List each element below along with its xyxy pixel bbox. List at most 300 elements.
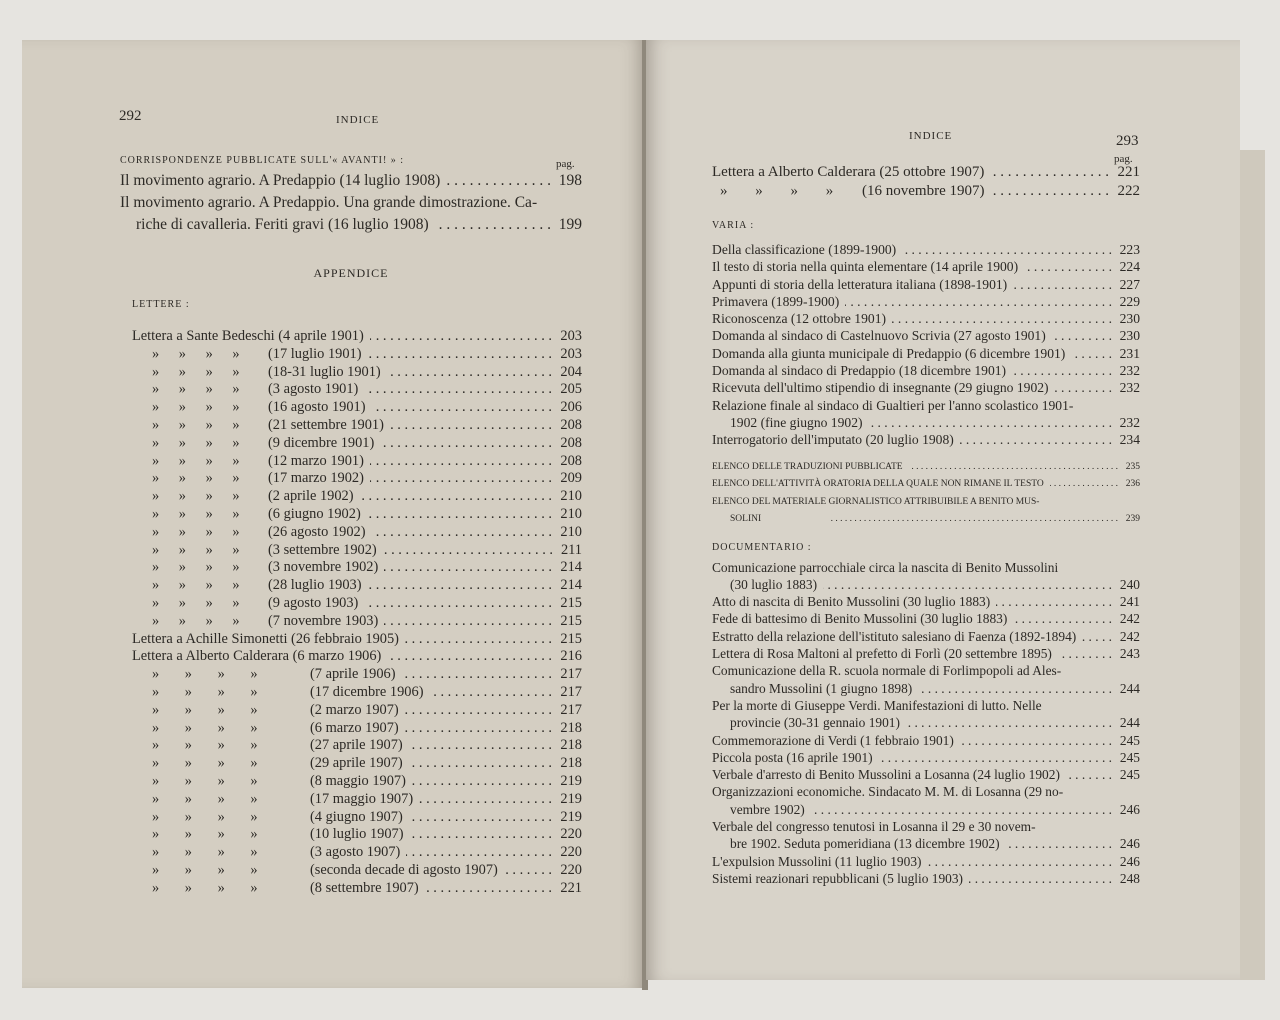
index-entry bbox=[712, 327, 1140, 344]
ditto-marks: » » » » bbox=[720, 183, 834, 199]
entry-page: 246 bbox=[1119, 801, 1140, 817]
entry-page: 217 bbox=[560, 666, 582, 683]
dot-leader bbox=[1006, 835, 1112, 853]
dot-leader bbox=[390, 417, 552, 435]
entry-title: Primavera (1899-1900) bbox=[712, 293, 840, 309]
page-edges bbox=[1236, 150, 1265, 980]
index-entry bbox=[712, 680, 1140, 697]
entry-title: Riconoscenza (12 ottobre 1901) bbox=[712, 311, 887, 327]
ditto-marks: » » » » bbox=[152, 559, 240, 576]
dot-leader bbox=[996, 593, 1112, 611]
index-entry bbox=[712, 511, 1140, 529]
ditto-marks: » » » » bbox=[152, 808, 258, 825]
ditto-marks: » » » » bbox=[152, 452, 240, 469]
dot-leader bbox=[364, 595, 552, 613]
entry-title: Domanda al sindaco di Predappio (18 dicembre 1901) bbox=[712, 363, 1007, 379]
ditto-marks: » » » » bbox=[152, 683, 258, 700]
index-entry bbox=[120, 844, 582, 862]
entry-page: 208 bbox=[560, 452, 582, 469]
dot-leader bbox=[1058, 645, 1112, 663]
entry-page: 210 bbox=[560, 488, 582, 505]
dot-leader bbox=[845, 293, 1112, 311]
dot-leader bbox=[1050, 476, 1118, 494]
index-entry bbox=[712, 459, 1140, 477]
index-column-left bbox=[120, 152, 582, 898]
entry-page: 220 bbox=[560, 844, 582, 861]
index-entry bbox=[712, 559, 1140, 576]
dot-leader bbox=[410, 826, 552, 844]
index-entry bbox=[120, 577, 582, 595]
entry-page: 242 bbox=[1119, 628, 1140, 644]
index-entry bbox=[120, 826, 582, 844]
entry-title: (30 luglio 1883) bbox=[730, 576, 818, 592]
entry-page: 214 bbox=[560, 559, 582, 576]
index-entry bbox=[712, 576, 1140, 593]
index-entry bbox=[712, 494, 1140, 512]
index-entry bbox=[120, 488, 582, 506]
dot-leader bbox=[902, 241, 1112, 259]
entry-page: 239 bbox=[1125, 514, 1140, 525]
entry-page: 235 bbox=[1125, 461, 1140, 472]
entry-page: 215 bbox=[560, 594, 582, 611]
index-entry bbox=[712, 870, 1140, 887]
index-entry bbox=[712, 749, 1140, 766]
entry-page: 243 bbox=[1119, 646, 1140, 662]
entry-title: vembre 1902) bbox=[730, 801, 805, 817]
entry-title: Lettera a Sante Bedeschi (4 aprile 1901) bbox=[132, 328, 364, 344]
index-entry bbox=[120, 773, 582, 791]
entry-title: (3 agosto 1901) bbox=[268, 381, 359, 398]
dot-leader bbox=[1024, 258, 1112, 276]
index-entry bbox=[712, 610, 1140, 627]
page-number: 292 bbox=[119, 108, 142, 124]
dot-leader bbox=[960, 732, 1112, 750]
entry-title: Per la morte di Giuseppe Verdi. Manifestazioni di lutto. Nelle bbox=[712, 697, 1042, 713]
entry-title: (29 aprile 1907) bbox=[310, 755, 403, 772]
entry-title: (17 maggio 1907) bbox=[310, 790, 414, 807]
pag-label: pag. bbox=[1114, 153, 1133, 165]
entry-page: 244 bbox=[1119, 715, 1140, 731]
index-entry bbox=[120, 381, 582, 399]
ditto-marks: » » » » bbox=[152, 470, 240, 487]
entry-title: Appunti di storia della letteratura italiana (1898-1901) bbox=[712, 276, 1008, 292]
entry-title: (17 dicembre 1906) bbox=[310, 683, 424, 700]
entry-title: Lettera di Rosa Maltoni al prefetto di Forlì (20 settembre 1895) bbox=[712, 646, 1052, 662]
dot-leader bbox=[368, 346, 552, 364]
dot-leader bbox=[767, 511, 1118, 529]
ditto-marks: » » » » bbox=[152, 523, 240, 540]
entry-page: 232 bbox=[1119, 414, 1140, 430]
dot-leader bbox=[811, 801, 1112, 819]
entry-page: 206 bbox=[560, 399, 582, 416]
appendix-title: APPENDICE bbox=[313, 266, 389, 280]
ditto-marks: » » » » bbox=[152, 879, 258, 896]
index-entry bbox=[120, 862, 582, 880]
entry-page: 203 bbox=[560, 328, 582, 344]
index-entry bbox=[120, 192, 582, 214]
entry-page: 219 bbox=[560, 772, 582, 789]
entry-page: 215 bbox=[560, 612, 582, 629]
entry-title: Commemorazione di Verdi (1 febbraio 1901) bbox=[712, 732, 954, 748]
index-entry bbox=[712, 835, 1140, 852]
ditto-marks: » » » » bbox=[152, 772, 258, 789]
dot-leader bbox=[823, 576, 1112, 594]
entry-title: Della classificazione (1899-1900) bbox=[712, 242, 897, 257]
entry-title: ELENCO DEL MATERIALE GIORNALISTICO ATTRIBUIBILE A BENITO MUS- bbox=[712, 496, 1040, 507]
ditto-marks: » » » » bbox=[152, 399, 240, 416]
ditto-marks: » » » » bbox=[152, 434, 240, 451]
dot-leader bbox=[446, 170, 551, 188]
entry-title: Ricevuta dell'ultimo stipendio di insegnante (29 giugno 1902) bbox=[712, 380, 1049, 396]
right-page bbox=[646, 40, 1240, 980]
entry-title: sandro Mussolini (1 giugno 1898) bbox=[730, 680, 913, 696]
dot-leader bbox=[1052, 327, 1112, 345]
index-entry bbox=[120, 399, 582, 417]
entry-title: (9 dicembre 1901) bbox=[268, 434, 375, 451]
dot-leader bbox=[960, 431, 1112, 449]
entry-title: Verbale d'arresto di Benito Mussolini a Losanna (24 luglio 1902) bbox=[712, 767, 1060, 783]
index-entry bbox=[712, 182, 1140, 201]
dot-leader bbox=[384, 613, 552, 631]
index-entry bbox=[120, 542, 582, 560]
ditto-marks: » » » » bbox=[152, 541, 240, 558]
entry-page: 236 bbox=[1125, 479, 1140, 490]
entry-page: 205 bbox=[560, 381, 582, 398]
index-entry bbox=[712, 293, 1140, 310]
entry-title: riche di cavalleria. Feriti gravi (16 luglio 1908) bbox=[136, 216, 429, 233]
entry-title: (7 aprile 1906) bbox=[310, 666, 396, 683]
entry-page: 210 bbox=[560, 523, 582, 540]
entry-page: 222 bbox=[1117, 183, 1140, 199]
entry-title: (21 settembre 1901) bbox=[268, 416, 384, 433]
entry-title: Atto di nascita di Benito Mussolini (30 luglio 1883) bbox=[712, 594, 991, 610]
entry-page: 246 bbox=[1119, 853, 1140, 869]
ditto-marks: » » » » bbox=[152, 666, 258, 683]
dot-leader bbox=[906, 714, 1112, 732]
index-entry bbox=[120, 417, 582, 435]
dot-leader bbox=[405, 720, 552, 738]
ditto-marks: » » » » bbox=[152, 594, 240, 611]
index-entry bbox=[712, 431, 1140, 448]
entry-page: 203 bbox=[560, 345, 582, 362]
entry-title: Relazione finale al sindaco di Gualtieri per l'anno scolastico 1901- bbox=[712, 397, 1074, 413]
dot-leader bbox=[1066, 766, 1112, 784]
index-entry bbox=[120, 702, 582, 720]
entry-page: 220 bbox=[560, 861, 582, 878]
dot-leader bbox=[990, 163, 1109, 181]
index-entry bbox=[712, 258, 1140, 275]
section-heading-corrispondenze: CORRISPONDENZE PUBBLICATE SULL'« AVANTI! » : bbox=[120, 155, 405, 166]
entry-page: 223 bbox=[1119, 242, 1140, 257]
entry-title: Lettera a Alberto Calderara (25 ottobre 1907) bbox=[712, 164, 985, 180]
entry-page: 217 bbox=[560, 683, 582, 700]
dot-leader bbox=[425, 880, 552, 898]
ditto-marks: » » » » bbox=[152, 719, 258, 736]
entry-title: Organizzazioni economiche. Sindacato M. M. di Losanna (29 no- bbox=[712, 784, 1064, 800]
index-entry bbox=[712, 783, 1140, 800]
index-entry bbox=[712, 853, 1140, 870]
entry-title: (17 marzo 1902) bbox=[268, 470, 364, 487]
running-header: INDICE bbox=[909, 130, 953, 142]
dot-leader bbox=[1012, 362, 1112, 380]
entry-title: (seconda decade di agosto 1907) bbox=[310, 861, 498, 878]
entry-title: (9 agosto 1903) bbox=[268, 594, 359, 611]
ditto-marks: » » » » bbox=[152, 826, 258, 843]
page-number: 293 bbox=[1116, 133, 1139, 149]
entry-page: 204 bbox=[560, 363, 582, 380]
index-entry bbox=[120, 720, 582, 738]
entry-title: (17 luglio 1901) bbox=[268, 345, 362, 362]
ditto-marks: » » » » bbox=[152, 345, 240, 362]
index-entry bbox=[712, 345, 1140, 362]
entry-page: 224 bbox=[1119, 259, 1140, 275]
ditto-marks: » » » » bbox=[152, 737, 258, 754]
entry-title: Lettera a Achille Simonetti (26 febbraio 1905) bbox=[132, 630, 399, 647]
entry-page: 248 bbox=[1119, 870, 1140, 886]
dot-leader bbox=[406, 844, 552, 862]
index-entry bbox=[712, 732, 1140, 749]
dot-leader bbox=[1013, 276, 1112, 294]
entry-page: 232 bbox=[1119, 380, 1140, 396]
entry-page: 217 bbox=[560, 701, 582, 718]
entry-title: bre 1902. Seduta pomeridiana (13 dicembre 1902) bbox=[730, 836, 1000, 852]
index-column-right bbox=[712, 163, 1140, 887]
index-entry bbox=[712, 593, 1140, 610]
ditto-marks: » » » » bbox=[152, 488, 240, 505]
dot-leader bbox=[435, 214, 551, 232]
dot-leader bbox=[909, 459, 1118, 477]
entry-page: 244 bbox=[1119, 680, 1140, 696]
ditto-marks: » » » » bbox=[152, 755, 258, 772]
entry-title: (10 luglio 1907) bbox=[310, 826, 404, 843]
entry-page: 230 bbox=[1119, 328, 1140, 344]
index-entry bbox=[120, 666, 582, 684]
entry-title: Estratto della relazione dell'istituto salesiano di Faenza (1892-1894) bbox=[712, 628, 1077, 644]
dot-leader bbox=[370, 470, 552, 488]
entry-title: (12 marzo 1901) bbox=[268, 452, 364, 469]
entry-page: 245 bbox=[1119, 732, 1140, 748]
left-page bbox=[22, 40, 644, 988]
section-heading-documentario: DOCUMENTARIO : bbox=[712, 541, 812, 553]
entry-page: 221 bbox=[1117, 164, 1140, 180]
index-entry bbox=[120, 648, 582, 666]
entry-page: 245 bbox=[1119, 767, 1140, 783]
entry-page: 211 bbox=[560, 541, 582, 558]
index-entry bbox=[120, 364, 582, 382]
dot-leader bbox=[504, 862, 552, 880]
index-entry bbox=[120, 595, 582, 613]
dot-leader bbox=[364, 381, 552, 399]
entry-page: 219 bbox=[560, 808, 582, 825]
index-entry bbox=[120, 435, 582, 453]
index-entry bbox=[712, 766, 1140, 783]
entry-title: Piccola posta (16 aprile 1901) bbox=[712, 749, 873, 765]
entry-title: Il movimento agrario. A Predappio (14 luglio 1908) bbox=[120, 172, 441, 189]
dot-leader bbox=[409, 755, 552, 773]
entry-title: Domanda al sindaco di Castelnuovo Scrivia (27 agosto 1901) bbox=[712, 328, 1046, 344]
dot-leader bbox=[969, 870, 1112, 888]
entry-page: 215 bbox=[560, 630, 582, 647]
entry-title: SOLINI bbox=[730, 514, 762, 525]
index-entry bbox=[120, 631, 582, 649]
entry-page: 209 bbox=[560, 470, 582, 487]
entry-title: (6 marzo 1907) bbox=[310, 719, 399, 736]
entry-title: ELENCO DELL'ATTIVITÀ ORATORIA DELLA QUALE NON RIMANE IL TESTO bbox=[712, 479, 1044, 490]
dot-leader bbox=[405, 702, 552, 720]
entry-page: 230 bbox=[1119, 311, 1140, 327]
entry-page: 240 bbox=[1119, 576, 1140, 592]
dot-leader bbox=[383, 542, 553, 560]
entry-page: 231 bbox=[1119, 345, 1140, 361]
index-entry bbox=[712, 362, 1140, 379]
dot-leader bbox=[368, 577, 552, 595]
entry-title: (4 giugno 1907) bbox=[310, 808, 403, 825]
entry-title: Il movimento agrario. A Predappio. Una grande dimostrazione. Ca- bbox=[120, 194, 538, 211]
entry-page: 221 bbox=[560, 879, 582, 896]
entry-page: 198 bbox=[558, 172, 582, 189]
ditto-marks: » » » » bbox=[152, 381, 240, 398]
entry-title: Il testo di storia nella quinta elementare (14 aprile 1900) bbox=[712, 259, 1019, 275]
ditto-marks: » » » » bbox=[152, 612, 240, 629]
index-entry bbox=[120, 755, 582, 773]
entry-title: (27 aprile 1907) bbox=[310, 737, 403, 754]
dot-leader bbox=[372, 399, 552, 417]
entry-title: provincie (30-31 gennaio 1901) bbox=[730, 715, 900, 731]
entry-title: (2 marzo 1907) bbox=[310, 701, 399, 718]
index-entry bbox=[120, 328, 582, 346]
entry-title: Interrogatorio dell'imputato (20 luglio 1908) bbox=[712, 432, 954, 448]
entry-title: (18-31 luglio 1901) bbox=[268, 363, 381, 380]
entry-page: 232 bbox=[1119, 363, 1140, 379]
entry-page: 199 bbox=[558, 216, 582, 233]
entry-title: Domanda alla giunta municipale di Predappio (6 dicembre 1901) bbox=[712, 345, 1066, 361]
ditto-marks: » » » » bbox=[152, 416, 240, 433]
dot-leader bbox=[1055, 379, 1112, 397]
dot-leader bbox=[384, 559, 552, 577]
index-entry bbox=[120, 346, 582, 364]
dot-leader bbox=[1071, 345, 1112, 363]
dot-leader bbox=[402, 666, 552, 684]
entry-title: Fede di battesimo di Benito Mussolini (30 luglio 1883) bbox=[712, 611, 1008, 627]
entry-page: 210 bbox=[560, 505, 582, 522]
dot-leader bbox=[412, 773, 552, 791]
ditto-marks: » » » » bbox=[152, 505, 240, 522]
dot-leader bbox=[869, 414, 1112, 432]
index-entry bbox=[712, 476, 1140, 494]
dot-leader bbox=[387, 364, 552, 382]
ditto-marks: » » » » bbox=[152, 577, 240, 594]
dot-leader bbox=[405, 631, 552, 649]
entry-title: ELENCO DELLE TRADUZIONI PUBBLICATE bbox=[712, 461, 903, 472]
running-header: INDICE bbox=[336, 114, 380, 126]
entry-title: (3 settembre 1902) bbox=[268, 541, 377, 558]
section-heading-varia: VARIA : bbox=[712, 220, 755, 231]
entry-page: 208 bbox=[560, 434, 582, 451]
entry-title: (7 novembre 1903) bbox=[268, 612, 379, 629]
dot-leader bbox=[927, 853, 1112, 871]
entry-title: (28 luglio 1903) bbox=[268, 577, 362, 594]
index-entry bbox=[712, 662, 1140, 679]
entry-title: (26 agosto 1902) bbox=[268, 523, 366, 540]
entry-title: L'expulsion Mussolini (11 luglio 1903) bbox=[712, 853, 922, 869]
entry-page: 245 bbox=[1119, 749, 1140, 765]
dot-leader bbox=[380, 435, 552, 453]
index-entry bbox=[712, 697, 1140, 714]
index-entry bbox=[120, 809, 582, 827]
index-entry bbox=[120, 506, 582, 524]
entry-page: 234 bbox=[1119, 432, 1140, 448]
index-entry bbox=[120, 737, 582, 755]
entry-title: Lettera a Alberto Calderara (6 marzo 1906) bbox=[132, 648, 382, 665]
index-entry bbox=[712, 379, 1140, 396]
entry-title: (3 novembre 1902) bbox=[268, 559, 379, 576]
index-entry bbox=[712, 645, 1140, 662]
entry-page: 208 bbox=[560, 416, 582, 433]
dot-leader bbox=[879, 749, 1112, 767]
index-entry bbox=[712, 801, 1140, 818]
dot-leader bbox=[370, 453, 552, 471]
entry-page: 229 bbox=[1119, 293, 1140, 309]
dot-leader bbox=[409, 809, 552, 827]
dot-leader bbox=[360, 488, 552, 506]
index-entry bbox=[120, 880, 582, 898]
index-entry bbox=[120, 470, 582, 488]
dot-leader bbox=[370, 328, 552, 346]
dot-leader bbox=[367, 506, 552, 524]
index-entry bbox=[120, 791, 582, 809]
section-heading-lettere: LETTERE : bbox=[132, 299, 190, 310]
entry-title: Comunicazione parrocchiale circa la nascita di Benito Mussolini bbox=[712, 559, 1059, 575]
entry-title: Comunicazione della R. scuola normale di Forlimpopoli ad Ales- bbox=[712, 663, 1062, 679]
dot-leader bbox=[1013, 610, 1112, 628]
index-entry bbox=[120, 559, 582, 577]
index-entry bbox=[712, 628, 1140, 645]
entry-title: (8 settembre 1907) bbox=[310, 879, 419, 896]
ditto-marks: » » » » bbox=[152, 844, 258, 861]
index-entry bbox=[712, 818, 1140, 835]
index-entry bbox=[120, 453, 582, 471]
index-entry bbox=[120, 524, 582, 542]
entry-title: (3 agosto 1907) bbox=[310, 844, 401, 861]
index-entry bbox=[120, 170, 582, 192]
ditto-marks: » » » » bbox=[152, 790, 258, 807]
index-entry bbox=[712, 397, 1140, 414]
entry-page: 218 bbox=[560, 719, 582, 736]
index-entry bbox=[712, 714, 1140, 731]
index-entry bbox=[120, 613, 582, 631]
entry-page: 214 bbox=[560, 577, 582, 594]
entry-page: 220 bbox=[560, 826, 582, 843]
index-entry bbox=[712, 241, 1140, 258]
index-entry bbox=[120, 684, 582, 702]
index-entry bbox=[712, 414, 1140, 431]
index-entry bbox=[712, 310, 1140, 327]
entry-page: 227 bbox=[1119, 276, 1140, 292]
entry-title: Sistemi reazionari repubblicani (5 luglio 1903) bbox=[712, 870, 964, 886]
entry-page: 241 bbox=[1119, 594, 1140, 610]
index-entry bbox=[120, 214, 582, 236]
entry-page: 219 bbox=[560, 790, 582, 807]
ditto-marks: » » » » bbox=[152, 861, 258, 878]
entry-page: 242 bbox=[1119, 611, 1140, 627]
entry-title: (6 giugno 1902) bbox=[268, 505, 361, 522]
entry-page: 218 bbox=[560, 755, 582, 772]
dot-leader bbox=[990, 182, 1109, 200]
ditto-marks: » » » » bbox=[152, 363, 240, 380]
dot-leader bbox=[1082, 628, 1112, 646]
entry-page: 246 bbox=[1119, 836, 1140, 852]
entry-title: Verbale del congresso tenutosi in Losanna il 29 e 30 novem- bbox=[712, 819, 1036, 835]
